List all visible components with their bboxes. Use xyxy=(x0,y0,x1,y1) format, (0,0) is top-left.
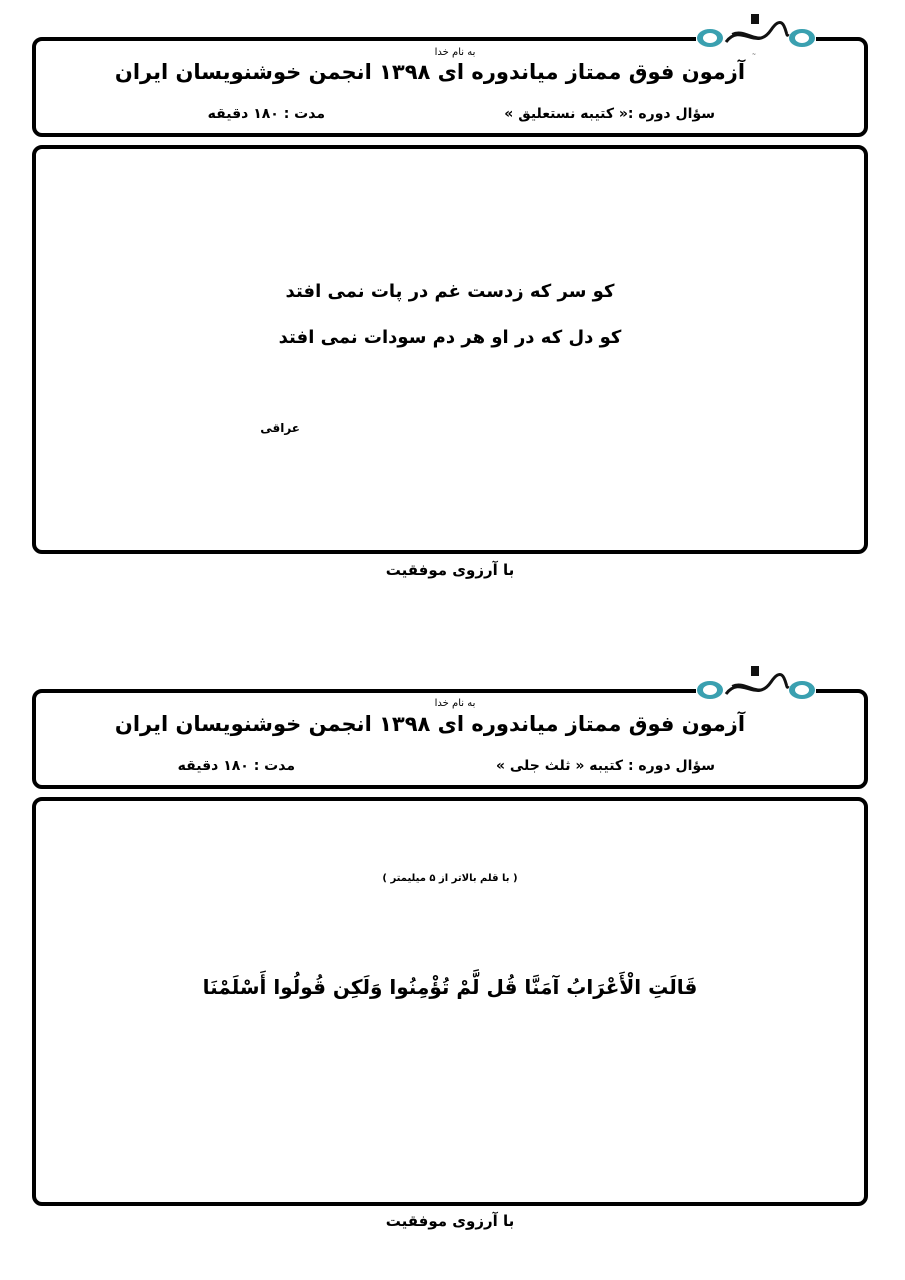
sheet-1-wish: با آرزوی موفقیت xyxy=(385,561,515,579)
bismillah-2: به نام خدا xyxy=(434,698,476,709)
svg-text:~: ~ xyxy=(751,52,757,58)
emblem-logo-2 xyxy=(696,664,816,710)
quran-verse: قَالَتِ الْأَعْرَابُ آمَنَّا قُل لَّمْ تُؤْمِنُوا وَلَكِن قُولُوا أَسْلَمْنَا xyxy=(202,975,698,999)
sheet-2-duration: مدت : ۱۸۰ دقیقه xyxy=(177,758,295,774)
sheet-1-content-box xyxy=(32,145,868,554)
emblem-logo-1 xyxy=(696,12,816,58)
poem-line-1: کو سر که زدست غم در پات نمی افتد xyxy=(285,281,615,302)
sheet-1-duration: مدت : ۱۸۰ دقیقه xyxy=(207,106,325,122)
poem-line-2: کو دل که در او هر دم سودات نمی افتد xyxy=(278,327,622,348)
sheet-2-wish: با آرزوی موفقیت xyxy=(385,1212,515,1230)
sheet-2-content-box xyxy=(32,797,868,1206)
poet-name: عراقی xyxy=(260,421,300,435)
sheet-1-question: سؤال دوره :« کتیبه نستعلیق » xyxy=(504,106,715,122)
sheet-2-question: سؤال دوره : کتیبه « ثلث جلی » xyxy=(495,758,715,774)
sheet-2-title: آزمون فوق ممتاز میاندوره ای ۱۳۹۸ انجمن خوشنویسان ایران xyxy=(114,712,746,736)
bismillah-1: به نام خدا xyxy=(434,47,476,58)
pen-size-note: ( با قلم بالاتر از ۵ میلیمتر ) xyxy=(382,873,518,884)
sheet-1-title: آزمون فوق ممتاز میاندوره ای ۱۳۹۸ انجمن خوشنویسان ایران xyxy=(114,60,746,84)
